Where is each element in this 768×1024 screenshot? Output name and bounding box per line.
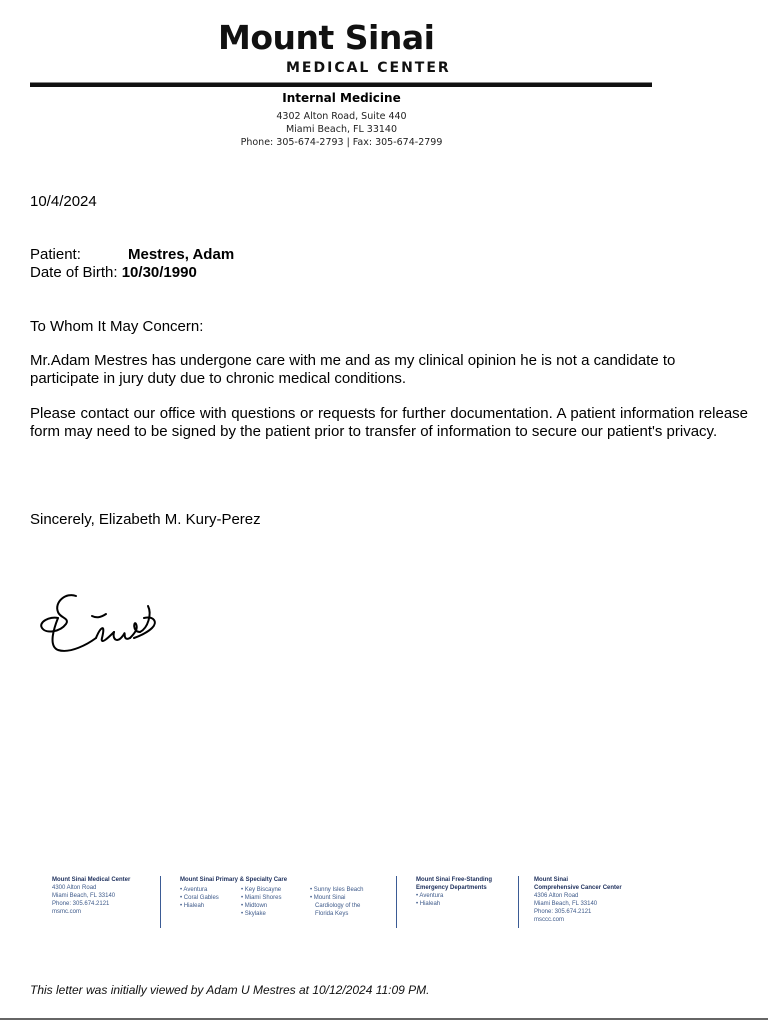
footer-col-emergency xyxy=(416,876,516,908)
footer-col3-heading: Mount Sinai Free-Standing xyxy=(416,877,492,883)
footer-divider xyxy=(396,876,397,928)
logo-name: Mount Sinai xyxy=(218,18,435,57)
footer-col3-item: • Aventura xyxy=(416,893,444,899)
footer-divider xyxy=(518,876,519,928)
footer-col3-heading: Emergency Departments xyxy=(416,885,487,891)
footer-col-primary-care xyxy=(180,876,410,917)
patient-name: Mestres, Adam xyxy=(128,246,235,263)
footer-col2-item: • Midtown xyxy=(241,903,268,909)
footer-col2-item: • Mount Sinai xyxy=(310,895,346,901)
header-rule xyxy=(30,82,652,87)
footer-col2-heading: Mount Sinai Primary & Specialty Care xyxy=(180,877,288,883)
footer-col2-item: Florida Keys xyxy=(315,911,349,917)
address-line-2: Miami Beach, FL 33140 xyxy=(285,124,398,135)
address-line-1: 4302 Alton Road, Suite 440 xyxy=(276,111,407,122)
footer-col2-item: • Aventura xyxy=(180,887,208,893)
footer-col2-item: • Coral Gables xyxy=(180,895,219,901)
footer-col2-item: • Miami Shores xyxy=(241,895,282,901)
footer-col4-line: msccc.com xyxy=(534,917,564,923)
bottom-rule xyxy=(0,1018,768,1020)
signature xyxy=(36,588,166,660)
footer-col4-line: Miami Beach, FL 33140 xyxy=(534,901,598,907)
salutation: To Whom It May Concern: xyxy=(30,318,204,335)
paragraph-2: Please contact our office with questions or requests for further documentation. A patient information release form may need to be signed by the patient prior to transfer of information to secure our patient's privacy. xyxy=(30,405,748,440)
footer-col2-item: Cardiology of the xyxy=(315,903,361,909)
footer-col1-line: msmc.com xyxy=(52,909,81,915)
footer-col1-heading: Mount Sinai Medical Center xyxy=(52,877,131,883)
footer-col4-line: Phone: 305.674.2121 xyxy=(534,909,592,915)
logo-subtitle: MEDICAL CENTER xyxy=(286,60,451,76)
letter-date: 10/4/2024 xyxy=(30,193,97,210)
footer-col4-line: 4306 Alton Road xyxy=(534,893,579,899)
footer-col4-heading: Comprehensive Cancer Center xyxy=(534,885,622,891)
paragraph-1: Mr.Adam Mestres has undergone care with me and as my clinical opinion he is not a candidate to participate in jury duty due to chronic medical conditions. xyxy=(30,352,676,387)
footer-col-cancer-center xyxy=(534,876,654,924)
footer-col1-line: Miami Beach, FL 33140 xyxy=(52,893,116,899)
footer-col1-line: 4300 Alton Road xyxy=(52,885,97,891)
footer-col3-item: • Hialeah xyxy=(416,901,441,907)
footer-col-main xyxy=(52,876,162,916)
closing: Sincerely, Elizabeth M. Kury-Perez xyxy=(30,511,261,528)
footer-col2-item: • Sunny Isles Beach xyxy=(310,887,364,893)
viewed-notice: This letter was initially viewed by Adam U Mestres at 10/12/2024 11:09 PM. xyxy=(30,983,430,997)
footer-col2-item: • Hialeah xyxy=(180,903,205,909)
patient-label: Patient: xyxy=(30,246,81,263)
footer-col4-heading: Mount Sinai xyxy=(534,877,568,883)
footer xyxy=(0,870,768,930)
footer-col1-line: Phone: 305.674.2121 xyxy=(52,901,110,907)
dob-label: Date of Birth: xyxy=(30,264,118,281)
dob-value: 10/30/1990 xyxy=(121,264,197,281)
footer-col2-item: • Key Biscayne xyxy=(241,887,282,893)
phone-fax: Phone: 305-674-2793 | Fax: 305-674-2799 xyxy=(240,137,443,148)
dob-row xyxy=(30,264,748,282)
footer-divider xyxy=(160,876,161,928)
patient-row xyxy=(30,246,748,264)
footer-col2-item: • Skylake xyxy=(241,911,266,917)
department-name: Internal Medicine xyxy=(282,91,401,105)
